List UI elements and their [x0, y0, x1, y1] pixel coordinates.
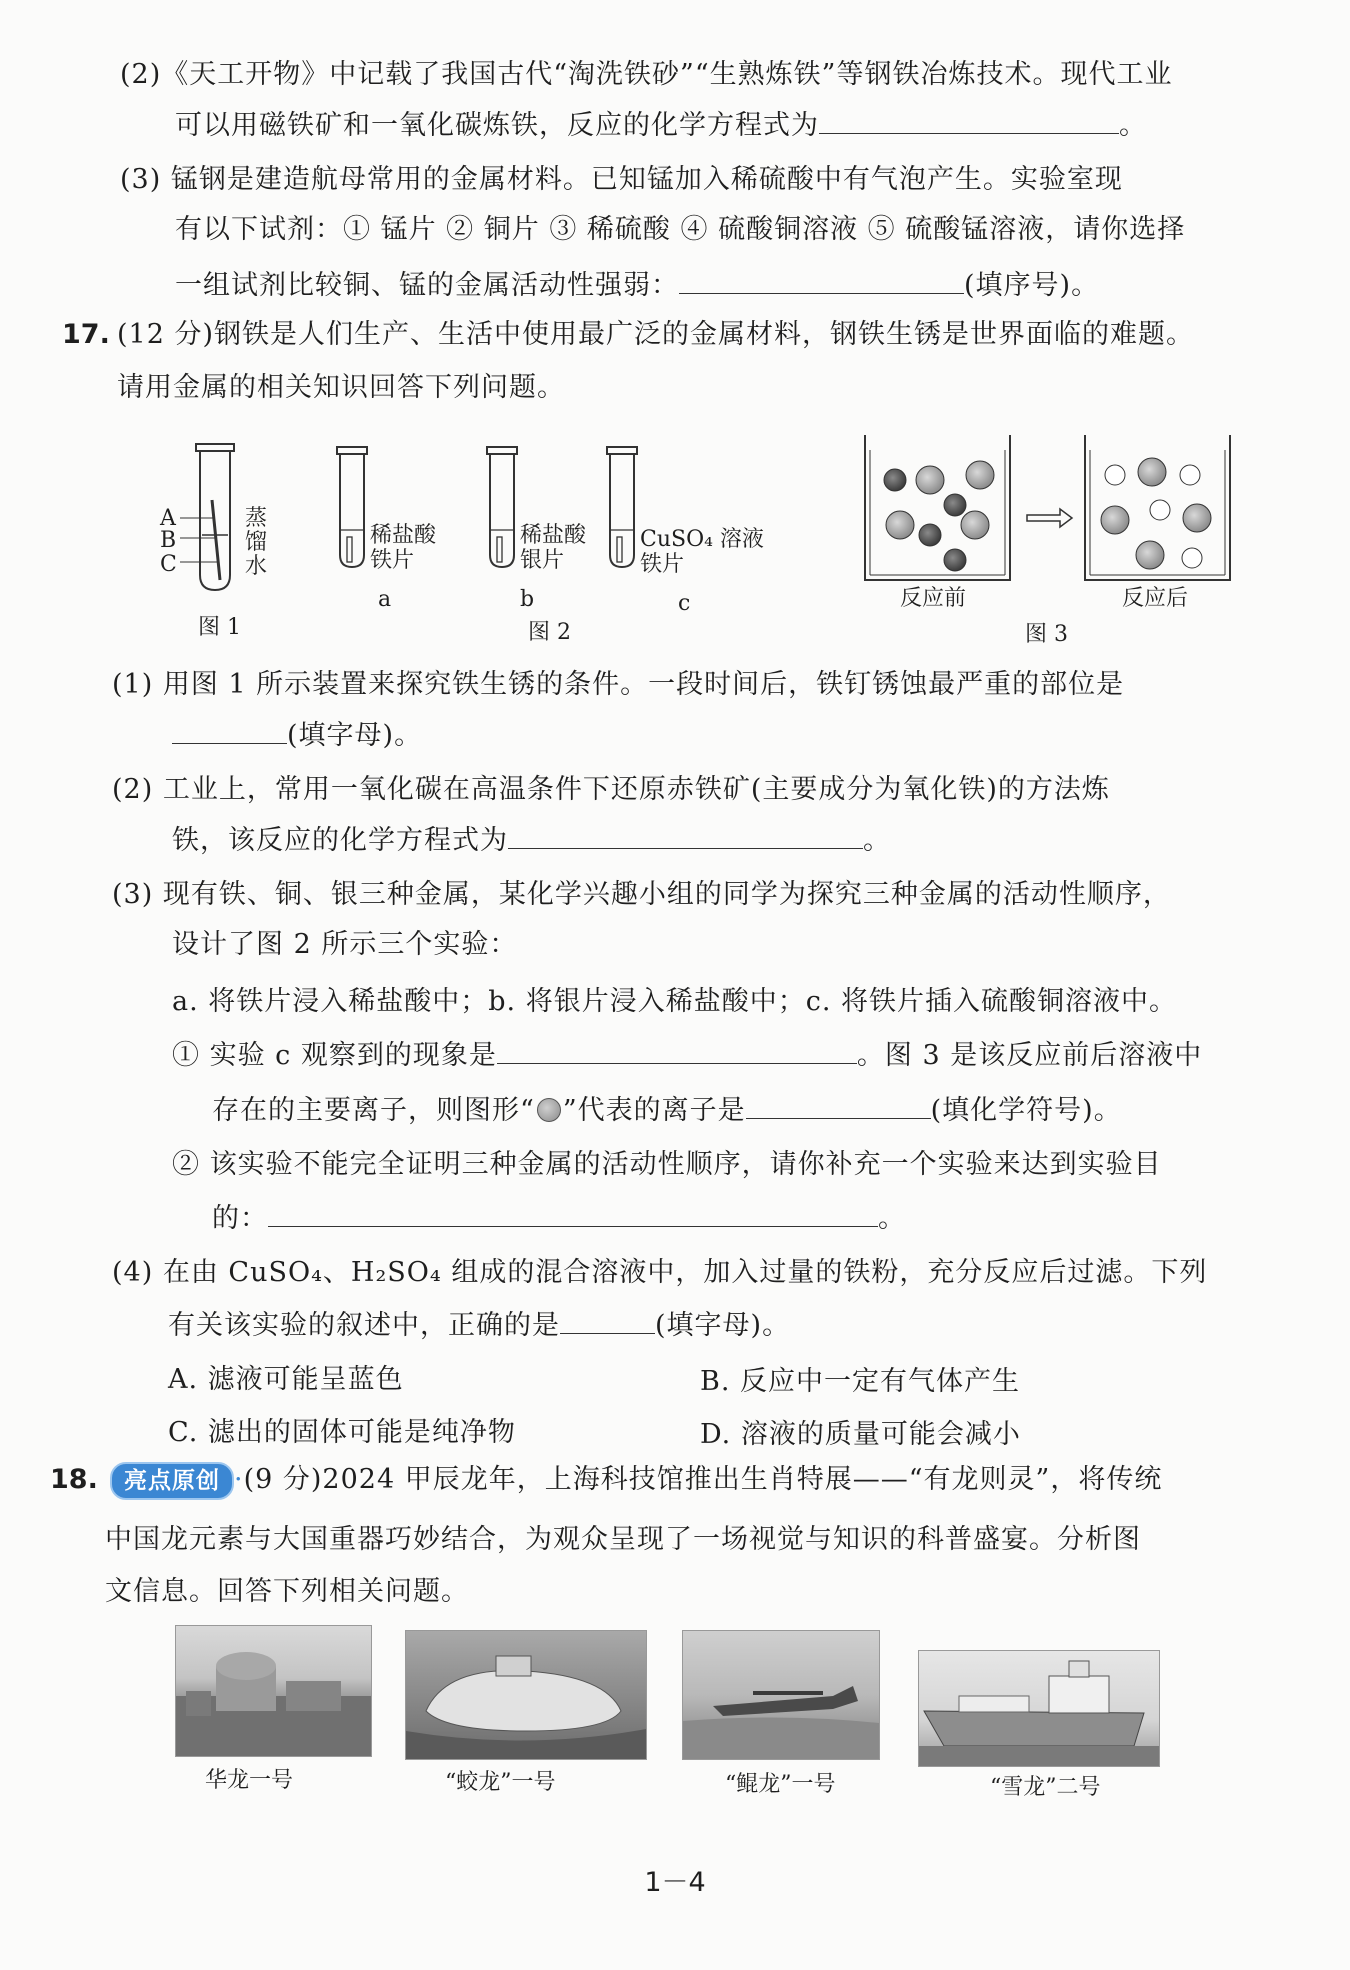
q17-s4-answer-blank[interactable] — [560, 1305, 655, 1334]
fig1-label-b: B — [160, 528, 177, 553]
photo-xuelong-two — [918, 1650, 1160, 1767]
badge-dot-icon: · — [234, 1464, 244, 1495]
q16-p3-end: (填序号)。 — [964, 270, 1100, 301]
q17-s3-q1-line1 — [172, 1035, 1202, 1076]
photo-caption-kunlong: “鲲龙”一号 — [725, 1772, 836, 1797]
q17-s2-line1: (2) 工业上，常用一氧化碳在高温条件下还原赤铁矿(主要成分为氧化铁)的方法炼 — [112, 774, 1110, 805]
q17-s3-q1-text3: ”代表的离子是 — [562, 1095, 746, 1126]
fig2-tube-a-label1: 稀盐酸 — [370, 523, 437, 548]
fig3-before-label: 反应前 — [900, 586, 967, 611]
figure-2-test-tubes — [330, 445, 790, 615]
q17-number: 17. — [62, 319, 110, 350]
page-number: 1－4 — [644, 1867, 706, 1898]
q17-s3-q2-answer-blank[interactable] — [268, 1198, 878, 1227]
q17-s3-ion-answer-blank[interactable] — [746, 1090, 931, 1119]
q17-option-d[interactable]: D. 溶液的质量可能会减小 — [700, 1419, 1021, 1450]
fig2-tube-a-label2: 铁片 — [370, 548, 415, 573]
q17-option-c[interactable]: C. 滤出的固体可能是纯净物 — [168, 1417, 516, 1448]
q17-s3-q2-line1: ② 该实验不能完全证明三种金属的活动性顺序，请你补充一个实验来达到实验目 — [172, 1149, 1162, 1180]
figure-1-drawing — [160, 440, 300, 600]
q17-s1-line1: (1) 用图 1 所示装置来探究铁生锈的条件。一段时间后，铁钉锈蚀最严重的部位是 — [112, 669, 1125, 700]
q17-s3-q1-end: (填化学符号)。 — [930, 1095, 1122, 1126]
fig3-caption: 图 3 — [1025, 622, 1068, 647]
photo-hualong-drawing — [176, 1626, 371, 1756]
q18-number: 18. — [50, 1464, 98, 1495]
q17-s4-line1: (4) 在由 CuSO₄、H₂SO₄ 组成的混合溶液中，加入过量的铁粉，充分反应后过滤。下列 — [112, 1257, 1208, 1288]
q17-s3-q1-answer-blank[interactable] — [497, 1035, 857, 1064]
fig1-caption: 图 1 — [198, 615, 241, 640]
q17-s4-end: (填字母)。 — [655, 1310, 791, 1341]
fig1-water-2: 馏 — [245, 530, 268, 555]
figure-3-ion-diagram — [860, 430, 1240, 640]
q17-s4-text: 有关该实验的叙述中，正确的是 — [168, 1310, 560, 1341]
q17-s4-line2 — [168, 1305, 790, 1346]
highlight-original-badge: 亮点原创 — [110, 1462, 234, 1500]
photo-kunlong — [682, 1630, 880, 1760]
photo-caption-hualong: 华龙一号 — [205, 1768, 294, 1793]
q17-s3-q2-line2 — [212, 1198, 906, 1239]
q17-s3-q2-text: 的： — [212, 1203, 268, 1234]
q18-line3: 文信息。回答下列相关问题。 — [105, 1576, 469, 1607]
q16-p3-text: 一组试剂比较铜、锰的金属活动性强弱： — [175, 270, 679, 301]
q17-s3-line1: (3) 现有铁、铜、银三种金属，某化学兴趣小组的同学为探究三种金属的活动性顺序， — [112, 879, 1171, 910]
q17-s3-line3: a. 将铁片浸入稀盐酸中；b. 将银片浸入稀盐酸中；c. 将铁片插入硫酸铜溶液中。 — [172, 986, 1177, 1017]
q17-s3-q1-cont: 。图 3 是该反应前后溶液中 — [856, 1040, 1203, 1071]
q17-s3-q1-text: ① 实验 c 观察到的现象是 — [172, 1040, 497, 1071]
q17-s2-end: 。 — [863, 825, 891, 856]
q16-p2-answer-blank[interactable] — [819, 105, 1119, 134]
photo-caption-xuelong: “雪龙”二号 — [990, 1775, 1101, 1800]
photo-caption-jiaolong: “蛟龙”一号 — [445, 1770, 556, 1795]
fig1-water-1: 蒸 — [245, 506, 268, 531]
grey-ion-symbol-icon — [537, 1098, 561, 1122]
fig2-tube-b-tag: b — [520, 587, 535, 612]
fig1-label-a: A — [160, 506, 176, 531]
q17-s3-line2: 设计了图 2 所示三个实验： — [172, 929, 518, 960]
photo-jiaolong — [405, 1630, 647, 1760]
q16-p3-answer-blank[interactable] — [679, 265, 964, 294]
q17-intro-line2: 请用金属的相关知识回答下列问题。 — [117, 372, 565, 403]
q16-p2-end: 。 — [1119, 110, 1147, 141]
fig2-tube-b-label2: 银片 — [520, 548, 565, 573]
figure-1-test-tube — [160, 440, 300, 600]
photo-xuelong-drawing — [919, 1651, 1159, 1766]
q17-s3-q2-end: 。 — [878, 1203, 906, 1234]
q16-p2-text: 可以用磁铁矿和一氧化碳炼铁，反应的化学方程式为 — [175, 110, 819, 141]
q17-option-b[interactable]: B. 反应中一定有气体产生 — [700, 1366, 1021, 1397]
q17-s1-end: (填字母)。 — [287, 720, 423, 751]
q18-line1 — [110, 1460, 1162, 1500]
q16-p3-line2: 有以下试剂：① 锰片 ② 铜片 ③ 稀硫酸 ④ 硫酸铜溶液 ⑤ 硫酸锰溶液，请你选择 — [175, 214, 1186, 245]
q18-line2: 中国龙元素与大国重器巧妙结合，为观众呈现了一场视觉与知识的科普盛宴。分析图 — [105, 1524, 1141, 1555]
q17-s1-answer-blank[interactable] — [172, 715, 287, 744]
photo-jiaolong-drawing — [406, 1631, 646, 1759]
photo-hualong-one — [175, 1625, 372, 1757]
q17-intro-line1: (12 分)钢铁是人们生产、生活中使用最广泛的金属材料，钢铁生锈是世界面临的难题。 — [117, 319, 1195, 350]
q17-s2-answer-blank[interactable] — [508, 820, 863, 849]
q16-p3-line1: (3) 锰钢是建造航母常用的金属材料。已知锰加入稀硫酸中有气泡产生。实验室现 — [120, 164, 1123, 195]
q17-option-a[interactable]: A. 滤液可能呈蓝色 — [168, 1364, 404, 1395]
fig2-tube-c-label1: CuSO₄ 溶液 — [640, 527, 764, 552]
fig2-caption: 图 2 — [528, 620, 571, 645]
q17-s2-text: 铁，该反应的化学方程式为 — [172, 825, 508, 856]
q16-p2-line2 — [175, 105, 1147, 146]
q16-p2-line1: (2)《天工开物》中记载了我国古代“淘洗铁砂”“生熟炼铁”等钢铁冶炼技术。现代工业 — [120, 59, 1173, 90]
fig2-tube-a-tag: a — [378, 587, 392, 612]
figure-3-drawing — [860, 430, 1240, 590]
q17-s3-q1-line2 — [212, 1090, 1122, 1131]
q17-s3-q1-text2: 存在的主要离子，则图形“ — [212, 1095, 535, 1126]
q18-line1-text: (9 分)2024 甲辰龙年，上海科技馆推出生肖特展——“有龙则灵”，将传统 — [243, 1464, 1163, 1495]
photo-kunlong-drawing — [683, 1631, 879, 1759]
fig1-water-3: 水 — [245, 554, 268, 579]
q17-s1-line2 — [172, 715, 422, 756]
q16-p3-line3 — [175, 265, 1099, 306]
fig3-after-label: 反应后 — [1122, 586, 1189, 611]
fig1-label-c: C — [160, 552, 177, 577]
fig2-tube-c-label2: 铁片 — [640, 552, 685, 577]
fig2-tube-b-label1: 稀盐酸 — [520, 523, 587, 548]
fig2-tube-c-tag: c — [678, 591, 691, 616]
q17-s2-line2 — [172, 820, 891, 861]
